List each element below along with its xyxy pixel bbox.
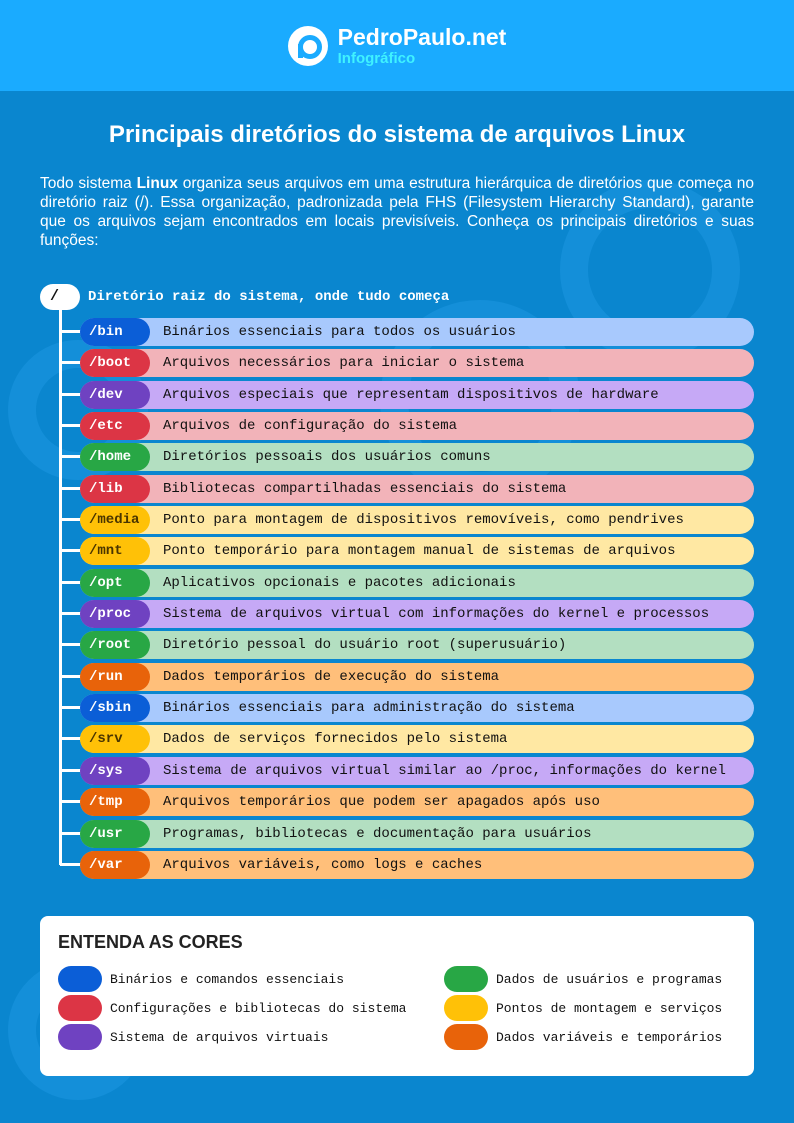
legend-item	[444, 1024, 722, 1050]
directory-row	[80, 443, 754, 471]
directory-name: /home	[80, 443, 150, 471]
directory-name: /boot	[80, 349, 150, 377]
directory-description: Arquivos de configuração do sistema	[163, 418, 458, 435]
legend-label: Dados de usuários e programas	[496, 971, 723, 987]
directory-row	[80, 475, 754, 503]
color-swatch	[58, 966, 102, 992]
directory-description: Bibliotecas compartilhadas essenciais do sistema	[163, 480, 567, 497]
directory-list	[80, 318, 754, 879]
directory-name: /etc	[80, 412, 150, 440]
directory-description: Binários essenciais para administração do sistema	[163, 700, 575, 717]
color-swatch	[58, 1024, 102, 1050]
directory-row	[80, 569, 754, 597]
legend-item	[58, 995, 406, 1021]
root-pill: /	[40, 284, 80, 310]
legend-title: ENTENDA AS CORES	[58, 932, 243, 952]
directory-row	[80, 381, 754, 409]
color-swatch	[58, 995, 102, 1021]
directory-name: /lib	[80, 475, 150, 503]
directory-name: /root	[80, 631, 150, 659]
directory-description: Ponto para montagem de dispositivos removíveis, como pendrives	[163, 512, 684, 529]
directory-description: Ponto temporário para montagem manual de sistemas de arquivos	[163, 543, 676, 560]
directory-row	[80, 318, 754, 346]
tree-line	[59, 308, 62, 865]
directory-name: /opt	[80, 569, 150, 597]
directory-row	[80, 349, 754, 377]
directory-description: Sistema de arquivos virtual similar ao /proc, informações do kernel	[163, 762, 726, 779]
directory-row	[80, 631, 754, 659]
directory-row	[80, 663, 754, 691]
page-title: Principais diretórios do sistema de arquivos Linux	[108, 121, 686, 148]
directory-row	[80, 851, 754, 879]
legend-item	[444, 995, 722, 1021]
legend-item	[58, 1024, 328, 1050]
directory-name: /srv	[80, 725, 150, 753]
color-legend	[40, 916, 754, 1076]
directory-name: /mnt	[80, 537, 150, 565]
directory-description: Arquivos temporários que podem ser apagados após uso	[163, 794, 600, 811]
root-directory	[40, 284, 449, 310]
brand-name: PedroPaulo.net	[337, 23, 507, 50]
intro-text-start: Todo sistema	[40, 175, 137, 192]
directory-description: Dados de serviços fornecidos pelo sistema	[163, 731, 508, 748]
directory-name: /sbin	[80, 694, 150, 722]
legend-label: Binários e comandos essenciais	[110, 971, 345, 987]
brand-subtitle: Infográfico	[337, 49, 416, 67]
legend-label: Dados variáveis e temporários	[496, 1029, 723, 1045]
directory-description: Binários essenciais para todos os usuários	[163, 324, 516, 340]
directory-row	[80, 788, 754, 816]
logo-icon	[288, 26, 328, 66]
directory-name: /run	[80, 663, 150, 691]
directory-row	[80, 412, 754, 440]
directory-row	[80, 725, 754, 753]
directory-description: Diretório pessoal do usuário root (superusuário)	[163, 637, 567, 654]
color-swatch	[444, 995, 488, 1021]
intro-text-rest: organiza seus arquivos em uma estrutura hierárquica de diretórios que começa no diretório raiz (/). Essa organização, padronizada pela FHS (Filesystem Hierarchy Standard), garante que os arquivos sejam encontrados em locais previsíveis. Conheça os principais diretórios e suas funções:	[40, 175, 754, 249]
directory-row	[80, 757, 754, 785]
directory-row	[80, 600, 754, 628]
directory-name: /sys	[80, 757, 150, 785]
intro-text	[40, 174, 754, 250]
directory-name: /var	[80, 851, 150, 879]
directory-description: Arquivos variáveis, como logs e caches	[163, 856, 483, 873]
directory-description: Aplicativos opcionais e pacotes adicionais	[163, 574, 516, 591]
directory-description: Programas, bibliotecas e documentação para usuários	[163, 825, 592, 842]
directory-row	[80, 820, 754, 848]
directory-description: Dados temporários de execução do sistema	[163, 668, 500, 685]
legend-label: Configurações e bibliotecas do sistema	[110, 1000, 407, 1016]
directory-name: /media	[80, 506, 150, 534]
intro-text-bold: Linux	[136, 175, 178, 192]
directory-description: Diretórios pessoais dos usuários comuns	[163, 449, 491, 466]
directory-name: /proc	[80, 600, 150, 628]
legend-item	[58, 966, 344, 992]
directory-name: /bin	[80, 318, 150, 346]
color-swatch	[444, 1024, 488, 1050]
directory-description: Arquivos especiais que representam dispositivos de hardware	[163, 386, 659, 403]
directory-row	[80, 537, 754, 565]
directory-name: /dev	[80, 381, 150, 409]
directory-row	[80, 694, 754, 722]
directory-name: /usr	[80, 820, 150, 848]
directory-description: Sistema de arquivos virtual com informações do kernel e processos	[163, 606, 710, 623]
directory-description: Arquivos necessários para iniciar o sistema	[163, 355, 525, 372]
legend-label: Sistema de arquivos virtuais	[110, 1029, 329, 1045]
root-description: Diretório raiz do sistema, onde tudo começa	[88, 289, 450, 305]
legend-item	[444, 966, 722, 992]
legend-label: Pontos de montagem e serviços	[496, 1000, 723, 1016]
directory-row	[80, 506, 754, 534]
color-swatch	[444, 966, 488, 992]
header	[0, 0, 794, 91]
directory-name: /tmp	[80, 788, 150, 816]
